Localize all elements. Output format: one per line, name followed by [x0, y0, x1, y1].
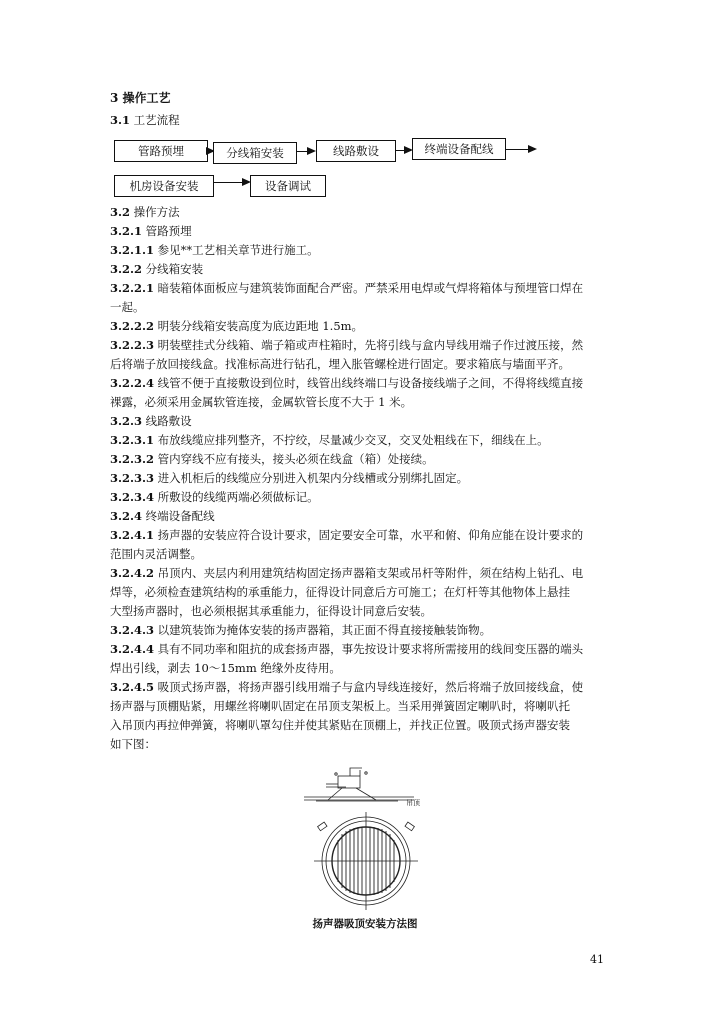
flow-arrow: [296, 151, 314, 152]
flow-box-machine-room: 机房设备安装: [114, 175, 214, 197]
ceiling-label: 吊顶: [406, 799, 420, 807]
text-line: 3.2.3.1 布放线缆应排列整齐，不拧绞，尽量减少交叉，交叉处粗线在下，细线在上。: [110, 433, 549, 447]
text-line: 3.2.3.4 所敷设的线缆两端必须做标记。: [110, 490, 319, 504]
flow-box-pipe-embedding: 管路预埋: [114, 140, 208, 162]
section-title: 3 操作工艺: [110, 91, 171, 105]
text-line: 3.2.1 管路预埋: [110, 224, 192, 238]
text-line: 3.2.2.3 明装壁挂式分线箱、端子箱或声柱箱时，先将引线与盒内导线用端子作过渡压接，然: [110, 338, 584, 352]
page-number: 41: [590, 953, 604, 966]
flow-arrow: [213, 182, 249, 183]
flow-box-distribution-box: 分线箱安装: [213, 142, 297, 164]
text-line: 3.2.1.1 参见**工艺相关章节进行施工。: [110, 243, 319, 257]
text-line: 3.2.3 线路敷设: [110, 414, 192, 428]
figure-caption: 扬声器吸顶安装方法图: [312, 918, 418, 930]
speaker-front-view: [314, 812, 418, 910]
text-line: 3.2.4 终端设备配线: [110, 509, 215, 523]
text-line: 3.2.2.2 明装分线箱安装高度为底边距地 1.5m。: [110, 319, 364, 333]
text-line: 3.2.4.3 以建筑装饰为掩体安装的扬声器箱，其正面不得直接接触装饰物。: [110, 623, 492, 637]
text-line: 3.2.4.1 扬声器的安装应符合设计要求，固定要安全可靠，水平和俯、仰角应能在设计要求的: [110, 528, 584, 542]
flow-arrow: [395, 150, 411, 151]
text-line: 范围内灵活调整。: [110, 547, 202, 561]
text-line: 一起。: [110, 300, 145, 314]
text-line: 后将端子放回接线盒。找准标高进行钻孔，埋入胀管螺栓进行固定。要求箱底与墙面平齐。: [110, 357, 570, 371]
text-line: 3.2.3.3 进入机柜后的线缆应分别进入机架内分线槽或分别绑扎固定。: [110, 471, 469, 485]
text-line: 3.2.4.5 吸顶式扬声器，将扬声器引线用端子与盒内导线连接好，然后将端子放回接线盒，使: [110, 680, 584, 694]
text-line: 3.2 操作方法: [110, 205, 180, 219]
text-line: 3.2.2 分线箱安装: [110, 262, 204, 276]
text-line: 3.2.2.1 暗装箱体面板应与建筑装饰面配合严密。严禁采用电焊或气焊将箱体与预埋管口焊在: [110, 281, 584, 295]
text-line: 大型扬声器时，也必须根据其承重能力，征得设计同意后安装。: [110, 604, 432, 618]
text-line: 焊等，必须检查建筑结构的承重能力，征得设计同意后方可施工；在灯杆等其他物体上悬挂: [110, 585, 570, 599]
text-line: 入吊顶内再拉伸弹簧，将喇叭罩勾住并使其紧贴在顶棚上，并找正位置。吸顶式扬声器安装: [110, 718, 570, 732]
flow-box-terminal-wiring: 终端设备配线: [412, 138, 506, 160]
text-line: 如下图：: [110, 737, 156, 751]
subsection-3-1: 3.1 工艺流程: [110, 113, 180, 127]
text-line: 3.2.3.2 管内穿线不应有接头，接头必须在线盒（箱）处接续。: [110, 452, 434, 466]
text-line: 扬声器与顶棚贴紧，用螺丝将喇叭固定在吊顶支架板上。当采用弹簧固定喇叭时，将喇叭托: [110, 699, 570, 713]
flow-box-debugging: 设备调试: [250, 175, 326, 197]
text-line: 3.2.4.2 吊顶内、夹层内利用建筑结构固定扬声器箱支架或吊杆等附件，须在结构上钻孔、电: [110, 566, 584, 580]
speaker-side-view: [304, 768, 414, 801]
flow-arrow: [505, 149, 535, 150]
text-line: 裸露，必须采用金属软管连接，金属软管长度不大于 1 米。: [110, 395, 413, 409]
flow-box-wiring: 线路敷设: [316, 140, 396, 162]
text-line: 3.2.2.4 线管不便于直接敷设到位时，线管出线终端口与设备接线端子之间，不得将线缆直接: [110, 376, 584, 390]
text-line: 焊出引线，剥去 10～15mm 绝缘外皮待用。: [110, 661, 341, 675]
text-line: 3.2.4.4 具有不同功率和阻抗的成套扬声器，事先按设计要求将所需接用的线间变压器的端头: [110, 642, 584, 656]
speaker-installation-diagram: [296, 764, 436, 912]
